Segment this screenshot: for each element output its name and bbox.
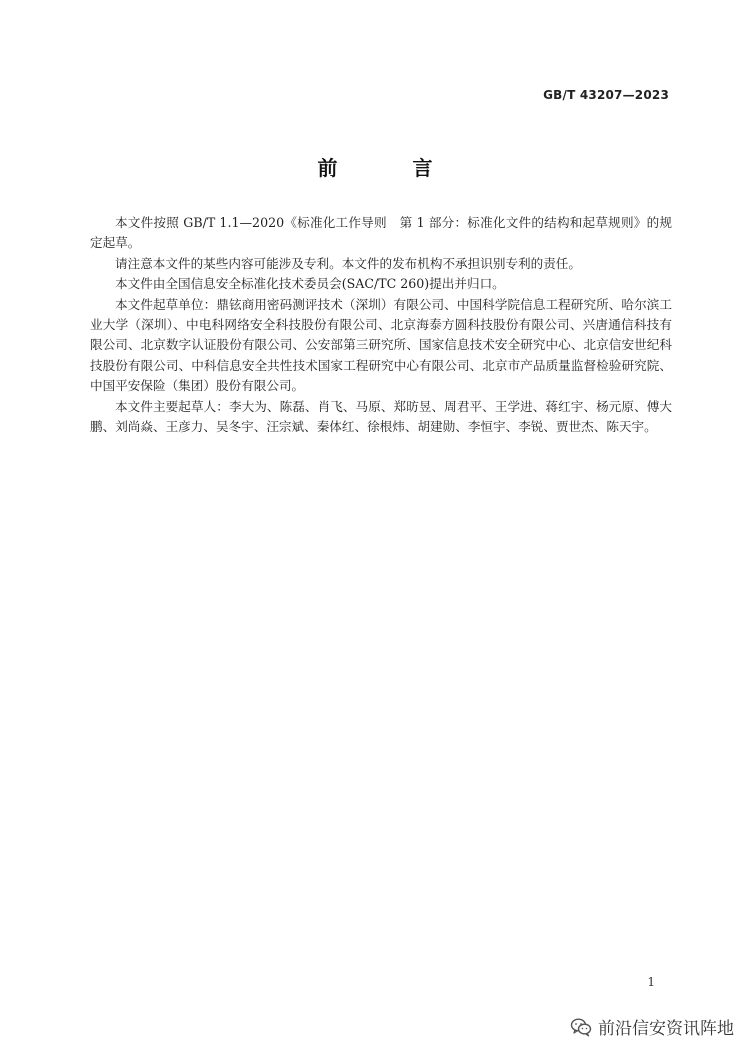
- watermark: [570, 1014, 734, 1039]
- paragraph-main-drafters: 本文件主要起草人：李大为、陈磊、肖飞、马原、郑昉昱、周君平、王学进、蒋红宇、杨元原、傅大鹏、刘尚焱、王彦力、吴冬宇、汪宗斌、秦体红、徐根炜、胡建勋、李恒宇、李锐、贾世杰、陈天宇。: [90, 398, 672, 435]
- watermark-text: 前沿信安资讯阵地: [598, 1019, 734, 1039]
- paragraph-drafting-rules: 本文件按照 GB/T 1.1—2020《标准化工作导则 第 1 部分：标准化文件的结构和起草规则》的规定起草。: [90, 215, 672, 251]
- paragraph-patent-notice: 请注意本文件的某些内容可能涉及专利。本文件的发布机构不承担识别专利的责任。: [115, 255, 581, 271]
- paragraph-drafting-units: 本文件起草单位：鼎铉商用密码测评技术（深圳）有限公司、中国科学院信息工程研究所、哈尔滨工业大学（深圳）、中电科网络安全科技股份有限公司、北京海泰方圆科技股份有限公司、兴唐通信科技有限公司、北京数字认证股份有限公司、公安部第三研究所、国家信息技术安全研究中心、北京信安世纪科技股份有限公司、中科信息安全共性技术国家工程研究中心有限公司、北京市产品质量监督检验研究院、中国平安保险（集团）股份有限公司。: [90, 296, 672, 394]
- standard-code: GB/T 43207—2023: [543, 88, 669, 102]
- page-title: 前 言: [317, 156, 467, 180]
- page-number: 1: [647, 975, 655, 989]
- document-body: [90, 213, 672, 437]
- paragraph-proposer: 本文件由全国信息安全标准化技术委员会(SAC/TC 260)提出并归口。: [115, 276, 505, 292]
- wechat-icon: [570, 1017, 592, 1037]
